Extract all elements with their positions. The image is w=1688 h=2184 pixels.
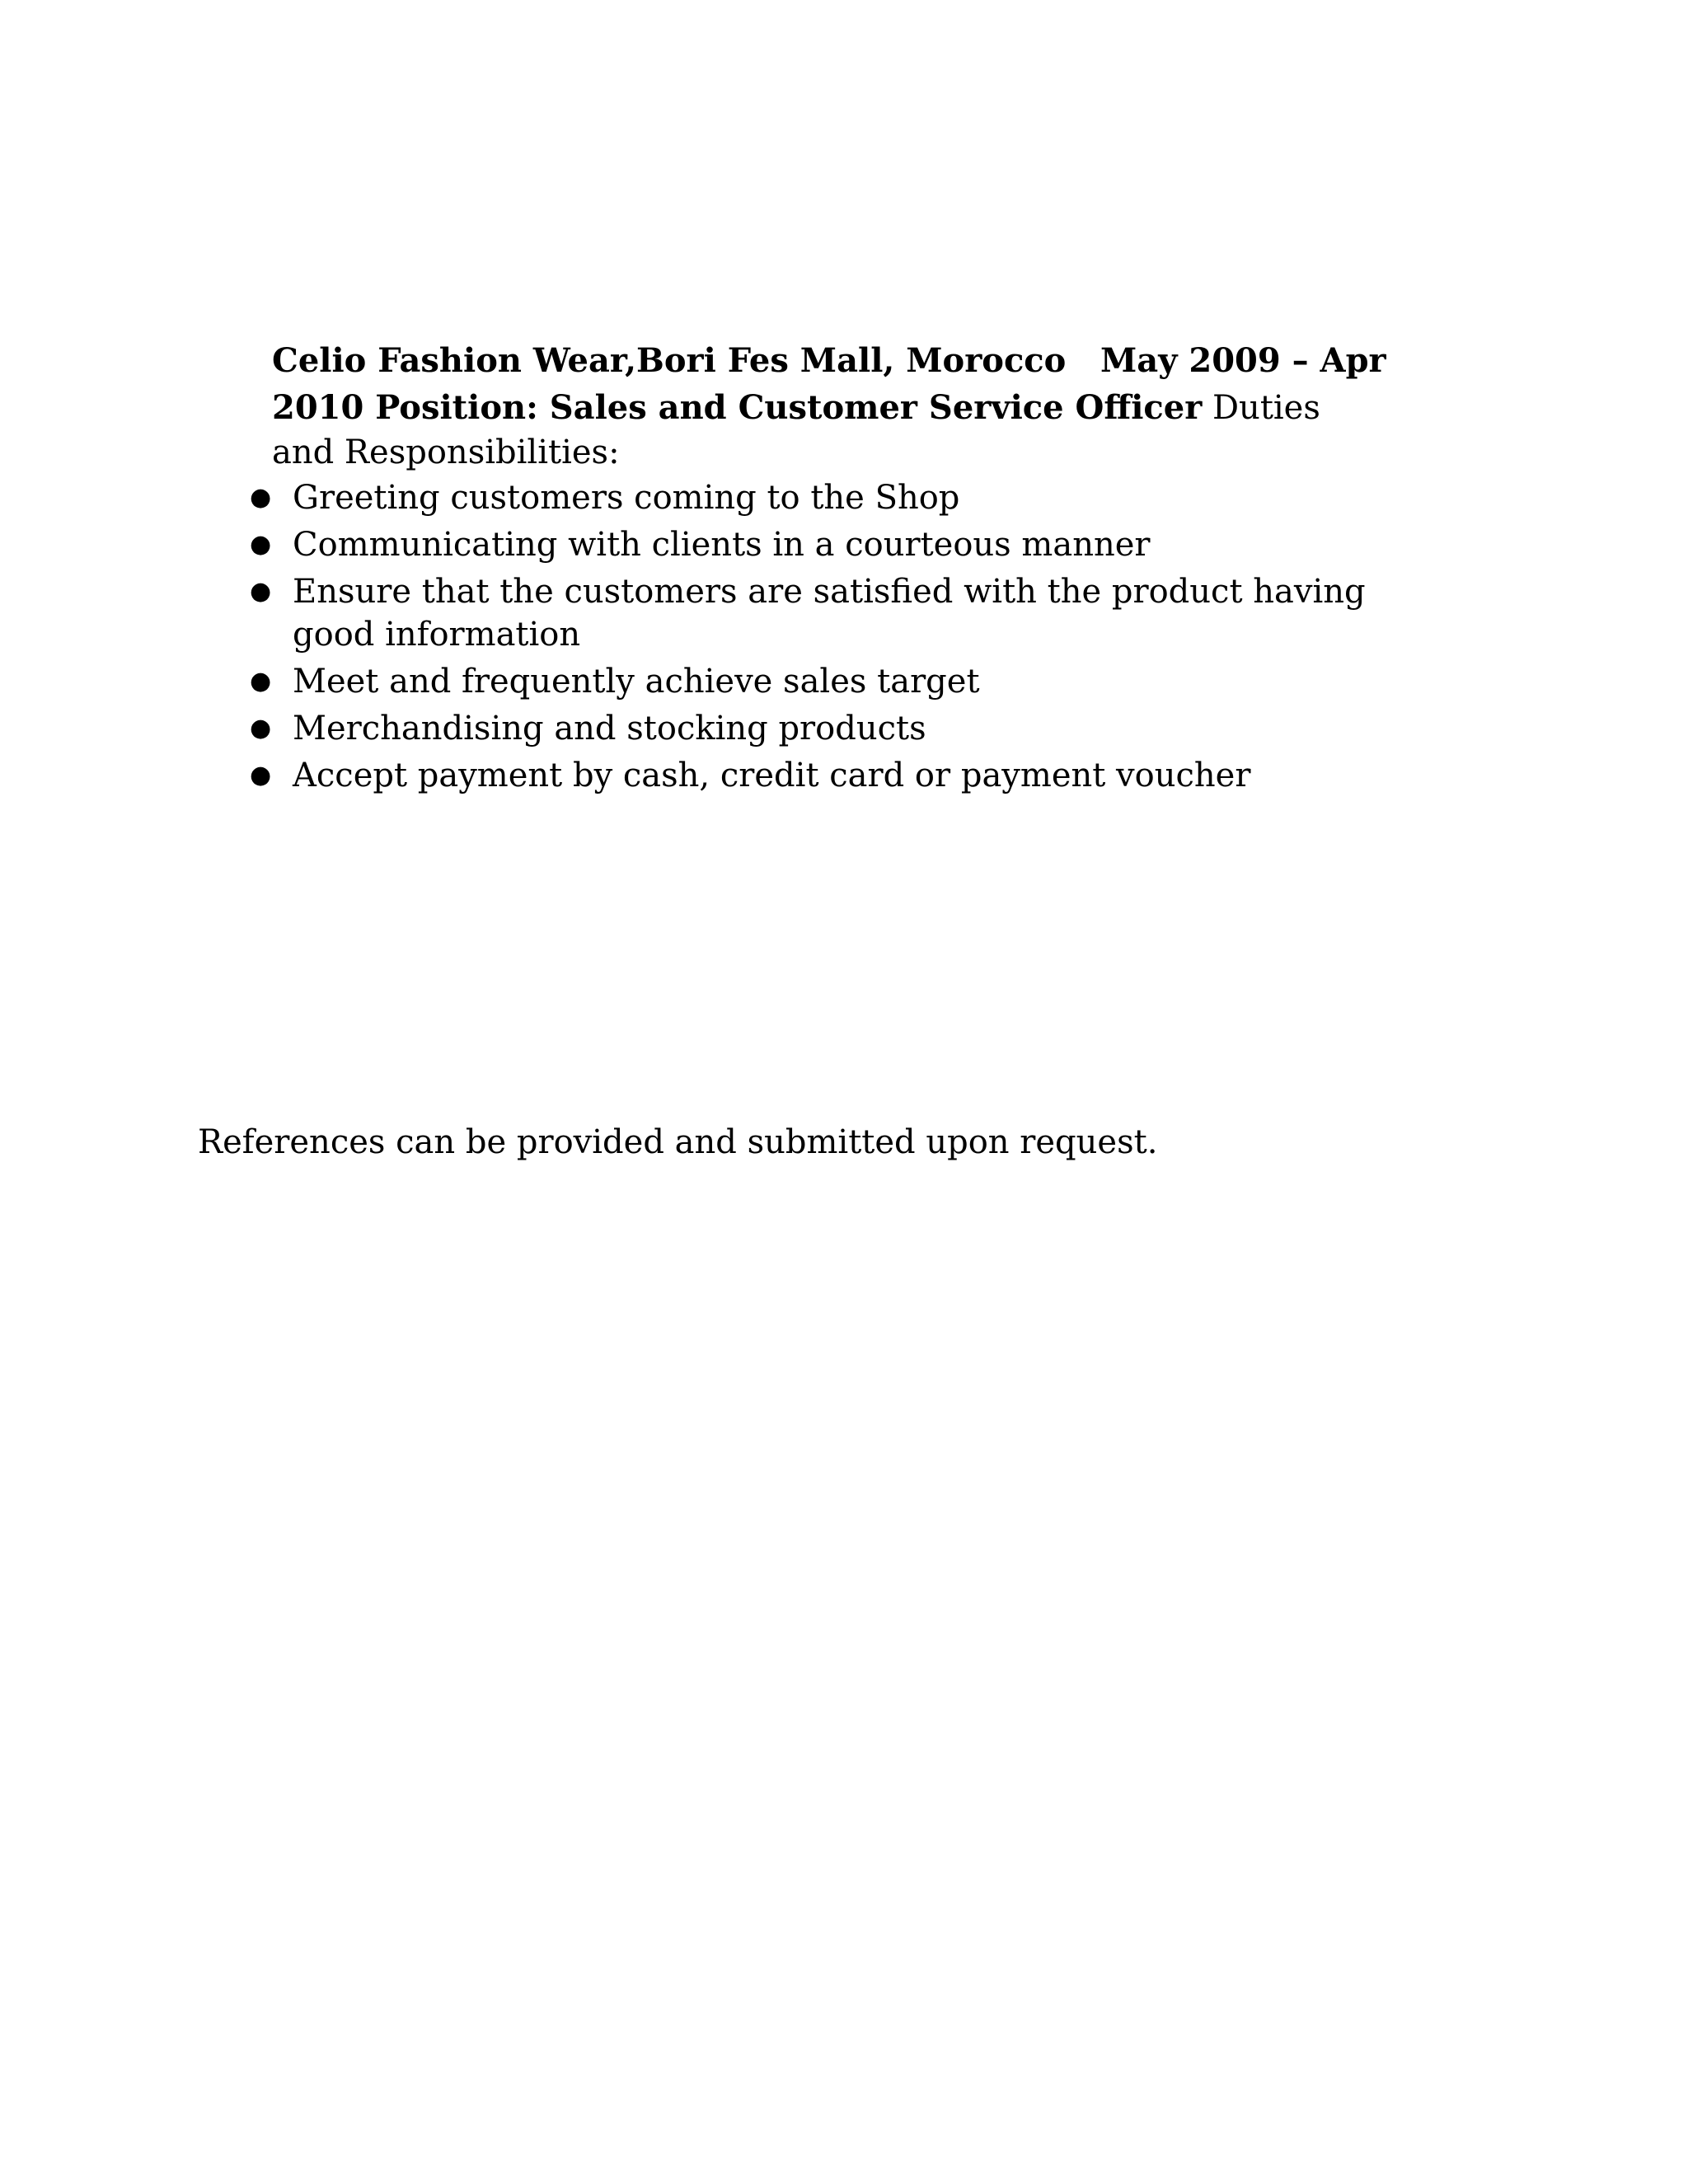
duties-list bbox=[243, 476, 1397, 801]
bullet-icon: ● bbox=[250, 714, 272, 743]
duty-text: Meet and frequently achieve sales target bbox=[293, 663, 980, 701]
duty-text: Greeting customers coming to the Shop bbox=[293, 479, 960, 517]
list-item bbox=[243, 476, 1397, 519]
duties-label-rest: and Responsibilities: bbox=[272, 434, 620, 471]
list-item bbox=[243, 570, 1397, 656]
bullet-icon: ● bbox=[250, 530, 272, 559]
position-title: 2010 Position: Sales and Customer Service Officer bbox=[272, 388, 1203, 427]
bullet-icon: ● bbox=[250, 667, 272, 696]
references-note: References can be provided and submitted upon request. bbox=[198, 1123, 1158, 1161]
list-item bbox=[243, 660, 1397, 703]
duty-text: Accept payment by cash, credit card or payment voucher bbox=[293, 757, 1251, 794]
position-line bbox=[272, 385, 1320, 431]
list-item bbox=[243, 754, 1397, 797]
duties-label-start: Duties bbox=[1212, 389, 1320, 427]
list-item bbox=[243, 523, 1397, 566]
bullet-icon: ● bbox=[250, 761, 272, 790]
employment-date-start: May 2009 – Apr bbox=[1100, 341, 1386, 380]
duty-text: Merchandising and stocking products bbox=[293, 710, 926, 748]
duty-text: Ensure that the customers are satisfied with the product having good information bbox=[293, 573, 1366, 654]
list-item bbox=[243, 707, 1397, 750]
bullet-icon: ● bbox=[250, 577, 272, 606]
company-heading: Celio Fashion Wear,Bori Fes Mall, Morocco bbox=[272, 341, 1067, 380]
duty-text: Communicating with clients in a courteous manner bbox=[293, 526, 1151, 564]
bullet-icon: ● bbox=[250, 483, 272, 512]
